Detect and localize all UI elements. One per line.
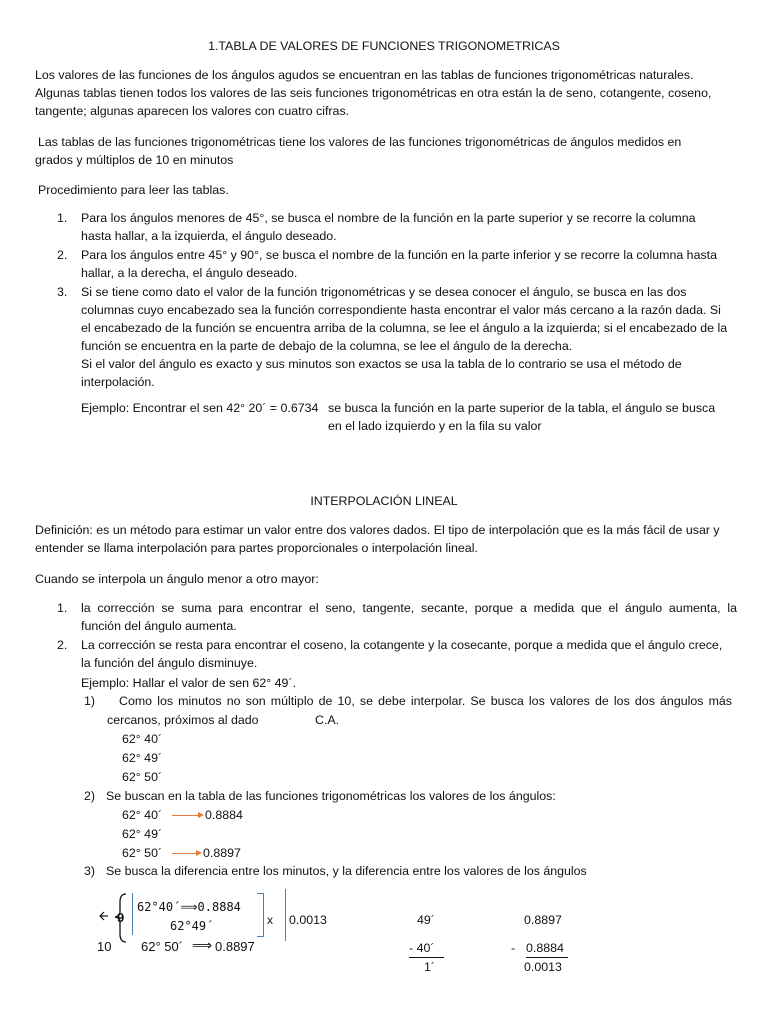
text-line: Las tablas de las funciones trigonométricas tiene los valores de las funciones trigonométricas de ángulos medidos en — [38, 135, 682, 149]
interp-heading: Cuando se interpola un ángulo menor a otro mayor: — [35, 572, 319, 586]
step-3-text: Se busca la diferencia entre los minutos, y la diferencia entre los valores de los ángulos — [106, 864, 587, 878]
ca-label: C.A. — [315, 713, 340, 727]
function-value: 0.8884 — [205, 808, 243, 822]
angle-value: 62° 50´ — [122, 846, 163, 860]
implies-icon: ⟹ — [192, 937, 213, 953]
values-minus: - — [511, 941, 516, 955]
text-line: hasta hallar, a la izquierda, el ángulo deseado. — [81, 229, 337, 243]
procedure-heading: Procedimiento para leer las tablas. — [38, 183, 229, 197]
arrow-icon — [172, 815, 199, 816]
text-line: el encabezado de la función se encuentra arriba de la columna, se lee el ángulo a la izquierda; si el encabezado de la — [81, 321, 728, 335]
list-item — [35, 209, 737, 245]
text-line: función se encuentra en la parte de debajo de la columna, se lee el ángulo de la derecha. — [81, 339, 573, 353]
list-item — [35, 599, 737, 635]
text-line: la función del ángulo disminuye. — [81, 656, 258, 670]
step-number: 3) — [84, 864, 96, 878]
angle-value: 62° 40´ — [122, 808, 163, 822]
function-value: 0.8897 — [203, 846, 241, 860]
calc-row-1: 62°40´⟹0.8884 — [137, 900, 241, 914]
values-top: 0.8897 — [524, 913, 562, 927]
minute-difference-9: 9 — [117, 910, 125, 925]
calc-difference: 0.0013 — [289, 913, 327, 927]
minutes-subtrahend: - 40´ — [409, 939, 444, 958]
list-number: 1. — [57, 211, 68, 225]
text-line: la corrección se suma para encontrar el seno, tangente, secante, porque a medida que el ángulo aumenta, la — [81, 601, 737, 615]
text-line: función del ángulo aumenta. — [81, 619, 237, 633]
inner-bracket-right — [257, 893, 264, 937]
text-line: hallar, a la derecha, el ángulo deseado. — [81, 266, 298, 280]
example-1-explanation: se busca la función en la parte superior de la tabla, el ángulo se busca — [328, 401, 716, 415]
text-line: Algunas tablas tienen todos los valores de las seis funciones trigonométricas en otra están la de seno, cotangente, coseno, — [35, 86, 712, 100]
angle-value: 62° 50´ — [122, 770, 163, 784]
outer-brace-icon — [96, 892, 136, 944]
minutes-top: 49´ — [417, 913, 435, 927]
interpolation-list — [35, 599, 737, 672]
intro-paragraph-1 — [35, 66, 735, 120]
list-number: 2. — [57, 638, 68, 652]
list-item — [35, 636, 737, 672]
angle-value: 62° 49´ — [122, 751, 163, 765]
step-1-text-cont: cercanos, próximos al dado — [107, 713, 259, 727]
procedure-list — [35, 209, 737, 391]
bracket-line — [285, 889, 286, 941]
text-line: interpolación. — [81, 375, 155, 389]
text-line: grados y múltiplos de 10 en minutos — [35, 153, 234, 167]
intro-paragraph-2 — [35, 133, 735, 169]
text-line: columnas cuyo encabezado sea la función correspondiente hasta encontrar el valor más cercano a la razón dada. Si — [81, 303, 721, 317]
list-number: 1. — [57, 601, 68, 615]
list-number: 2. — [57, 248, 68, 262]
text-line: Para los ángulos entre 45° y 90°, se busca el nombre de la función en la parte inferior y se recorre la columna hasta — [81, 248, 717, 262]
text-line: Los valores de las funciones de los ángulos agudos se encuentran en las tablas de funciones trigonométricas naturales. — [35, 68, 694, 82]
values-subtrahend: 0.8884 — [526, 939, 568, 958]
text-line: Si se tiene como dato el valor de la función trigonométricas y se desea conocer el ángulo, se busca en las dos — [81, 285, 687, 299]
text-line: tangente; algunas aparecen los valores con cuatro cifras. — [35, 104, 350, 118]
arrow-icon — [172, 853, 197, 854]
list-item — [35, 246, 737, 282]
definition-paragraph — [35, 521, 735, 557]
example-2: Ejemplo: Hallar el valor de sen 62° 49´. — [81, 676, 297, 690]
values-result: 0.0013 — [524, 960, 562, 974]
minutes-result: 1´ — [424, 960, 436, 974]
step-number: 1) — [84, 694, 96, 708]
angle-value: 62° 40´ — [122, 732, 163, 746]
calc-row-2: 62°49´ — [170, 919, 214, 933]
step-number: 2) — [84, 789, 96, 803]
calc-bottom-angle: 62° 50´ — [141, 939, 184, 954]
list-item — [35, 283, 737, 391]
text-line: Si el valor del ángulo es exacto y sus minutos son exactos se usa la tabla de lo contrario se usa el método de — [81, 357, 682, 371]
text-line: Definición: es un método para estimar un valor entre dos valores dados. El tipo de interpolación que es la más fácil de usar y — [35, 523, 720, 537]
example-1: Ejemplo: Encontrar el sen 42° 20´ = 0.6734 — [81, 401, 319, 415]
step-2-text: Se buscan en la tabla de las funciones trigonométricas los valores de los ángulos: — [106, 789, 556, 803]
example-1-explanation-cont: en el lado izquierdo y en la fila su valor — [328, 419, 542, 433]
inner-bracket-left — [132, 893, 133, 935]
angle-value: 62° 49´ — [122, 827, 163, 841]
text-line: La corrección se resta para encontrar el coseno, la cotangente y la cosecante, porque a medida que el ángulo crece, — [81, 638, 723, 652]
document-title: 1.TABLA DE VALORES DE FUNCIONES TRIGONOMETRICAS — [208, 39, 560, 53]
section-title: INTERPOLACIÓN LINEAL — [310, 494, 458, 508]
calc-bottom-value: 0.8897 — [215, 939, 255, 954]
step-1-text: Como los minutos no son múltiplo de 10, se debe interpolar. Se busca los valores de los dos ángulos más — [119, 694, 732, 708]
minute-difference-10: 10 — [97, 939, 112, 954]
text-line: entender se llama interpolación para partes proporcionales o interpolación lineal. — [35, 541, 478, 555]
list-number: 3. — [57, 285, 68, 299]
calc-x: x — [267, 913, 273, 927]
text-line: Para los ángulos menores de 45°, se busca el nombre de la función en la parte superior y se recorre la columna — [81, 211, 696, 225]
